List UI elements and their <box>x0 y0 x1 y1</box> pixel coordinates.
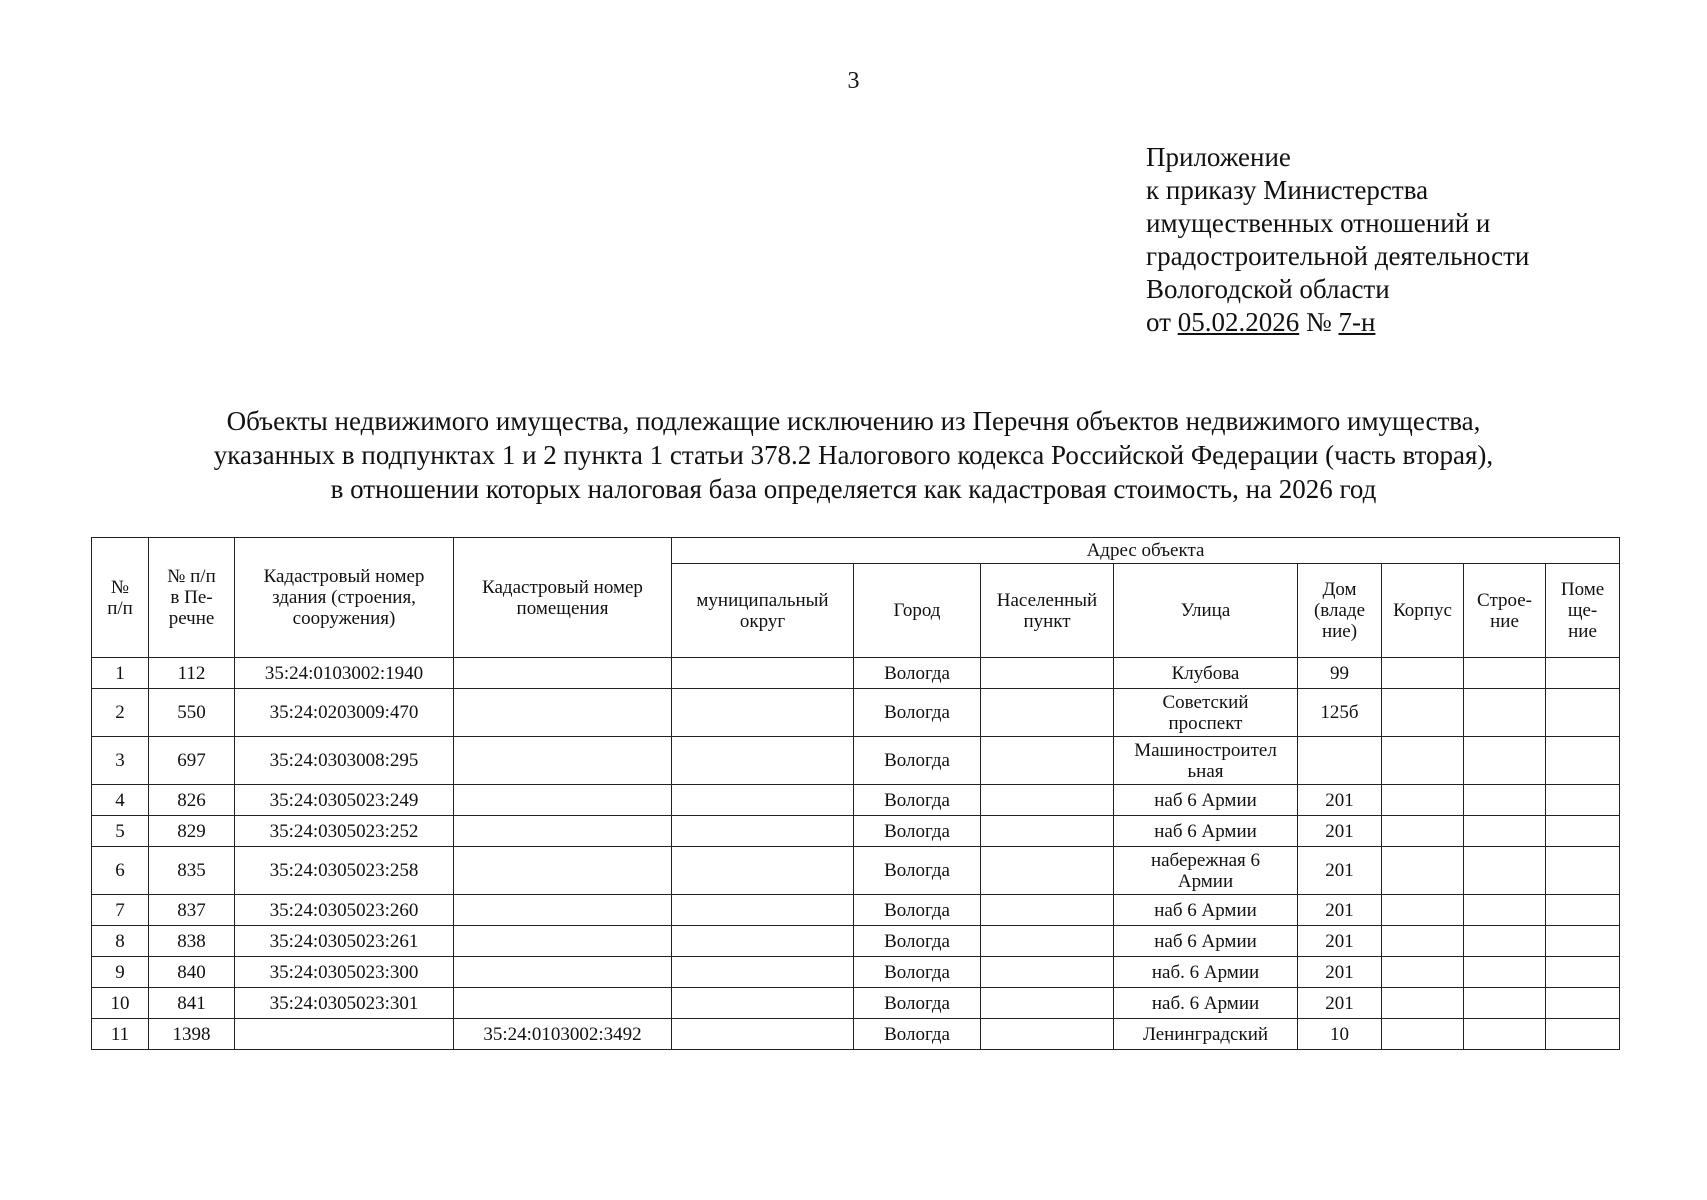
cell-district <box>672 957 854 988</box>
cell-street: наб 6 Армии <box>1114 926 1298 957</box>
cell-house <box>1298 737 1382 785</box>
cell-num: 1 <box>92 658 149 689</box>
table-row <box>92 988 1620 1019</box>
cell-house: 201 <box>1298 988 1382 1019</box>
cell-settlement <box>981 658 1114 689</box>
cell-room-cad <box>454 957 672 988</box>
cell-room-cad <box>454 988 672 1019</box>
cell-settlement <box>981 957 1114 988</box>
cell-list-num: 826 <box>149 785 235 816</box>
cell-korpus <box>1382 737 1464 785</box>
cell-list-num: 112 <box>149 658 235 689</box>
property-table <box>91 537 1620 1050</box>
cell-num: 3 <box>92 737 149 785</box>
cell-korpus <box>1382 926 1464 957</box>
cell-district <box>672 785 854 816</box>
order-date: 05.02.2026 <box>1177 307 1300 337</box>
order-number: 7-н <box>1338 307 1376 337</box>
table-row <box>92 785 1620 816</box>
cell-room <box>1546 785 1620 816</box>
cell-settlement <box>981 847 1114 895</box>
cell-house: 201 <box>1298 816 1382 847</box>
header-district: муниципальный округ <box>672 564 854 658</box>
cell-num: 5 <box>92 816 149 847</box>
cell-building-cad: 35:24:0305023:252 <box>235 816 454 847</box>
cell-list-num: 841 <box>149 988 235 1019</box>
cell-korpus <box>1382 689 1464 737</box>
table-row <box>92 658 1620 689</box>
cell-building <box>1464 737 1546 785</box>
appendix-line: имущественных отношений и <box>1146 208 1491 238</box>
cell-room <box>1546 895 1620 926</box>
cell-district <box>672 926 854 957</box>
cell-list-num: 840 <box>149 957 235 988</box>
header-room: Поме ще- ние <box>1546 564 1620 658</box>
cell-korpus <box>1382 847 1464 895</box>
cell-district <box>672 816 854 847</box>
cell-house: 99 <box>1298 658 1382 689</box>
cell-building <box>1464 689 1546 737</box>
table-row <box>92 737 1620 785</box>
header-num: № п/п <box>92 538 149 658</box>
cell-settlement <box>981 926 1114 957</box>
cell-building-cad: 35:24:0203009:470 <box>235 689 454 737</box>
header-house: Дом (владе ние) <box>1298 564 1382 658</box>
cell-korpus <box>1382 1019 1464 1050</box>
appendix-line: Приложение <box>1146 142 1291 172</box>
cell-city: Вологда <box>854 847 981 895</box>
cell-room <box>1546 1019 1620 1050</box>
cell-street: наб. 6 Армии <box>1114 957 1298 988</box>
cell-street: наб 6 Армии <box>1114 895 1298 926</box>
order-prefix: от <box>1146 307 1171 337</box>
appendix-line: к приказу Министерства <box>1146 175 1429 205</box>
cell-building <box>1464 1019 1546 1050</box>
cell-street: наб. 6 Армии <box>1114 988 1298 1019</box>
appendix-block <box>1146 141 1529 339</box>
cell-district <box>672 895 854 926</box>
cell-num: 2 <box>92 689 149 737</box>
cell-room <box>1546 689 1620 737</box>
cell-list-num: 838 <box>149 926 235 957</box>
header-korpus: Корпус <box>1382 564 1464 658</box>
cell-korpus <box>1382 988 1464 1019</box>
cell-room-cad <box>454 926 672 957</box>
cell-city: Вологда <box>854 1019 981 1050</box>
title-line: в отношении которых налоговая база определяется как кадастровая стоимость, на 2026 год <box>330 474 1377 504</box>
cell-city: Вологда <box>854 689 981 737</box>
cell-building-cad: 35:24:0305023:261 <box>235 926 454 957</box>
cell-room-cad <box>454 658 672 689</box>
cell-room-cad <box>454 895 672 926</box>
header-building: Строе- ние <box>1464 564 1546 658</box>
cell-building <box>1464 895 1546 926</box>
cell-building <box>1464 926 1546 957</box>
cell-settlement <box>981 988 1114 1019</box>
cell-building-cad: 35:24:0305023:249 <box>235 785 454 816</box>
cell-building-cad: 35:24:0103002:1940 <box>235 658 454 689</box>
header-city: Город <box>854 564 981 658</box>
cell-city: Вологда <box>854 895 981 926</box>
cell-num: 4 <box>92 785 149 816</box>
table-row <box>92 926 1620 957</box>
cell-building <box>1464 988 1546 1019</box>
cell-list-num: 837 <box>149 895 235 926</box>
cell-district <box>672 737 854 785</box>
table-row <box>92 1019 1620 1050</box>
table-row <box>92 816 1620 847</box>
appendix-line: градостроительной деятельности <box>1146 241 1530 271</box>
cell-list-num: 697 <box>149 737 235 785</box>
cell-room-cad <box>454 785 672 816</box>
cell-building-cad: 35:24:0305023:258 <box>235 847 454 895</box>
page-number: 3 <box>847 68 860 94</box>
cell-list-num: 1398 <box>149 1019 235 1050</box>
cell-num: 9 <box>92 957 149 988</box>
cell-city: Вологда <box>854 785 981 816</box>
cell-city: Вологда <box>854 988 981 1019</box>
cell-room-cad <box>454 847 672 895</box>
cell-street: Клубова <box>1114 658 1298 689</box>
cell-list-num: 829 <box>149 816 235 847</box>
cell-korpus <box>1382 816 1464 847</box>
header-building-cadastral: Кадастровый номер здания (строения, сооружения) <box>235 538 454 658</box>
cell-building <box>1464 957 1546 988</box>
cell-house: 125б <box>1298 689 1382 737</box>
cell-settlement <box>981 895 1114 926</box>
cell-korpus <box>1382 658 1464 689</box>
cell-num: 6 <box>92 847 149 895</box>
cell-room-cad: 35:24:0103002:3492 <box>454 1019 672 1050</box>
table-row <box>92 847 1620 895</box>
cell-city: Вологда <box>854 957 981 988</box>
cell-district <box>672 847 854 895</box>
cell-settlement <box>981 689 1114 737</box>
cell-list-num: 835 <box>149 847 235 895</box>
cell-street: набережная 6 Армии <box>1114 847 1298 895</box>
cell-district <box>672 689 854 737</box>
header-room-cadastral: Кадастровый номер помещения <box>454 538 672 658</box>
cell-room-cad <box>454 737 672 785</box>
cell-building <box>1464 658 1546 689</box>
cell-street: Ленинградский <box>1114 1019 1298 1050</box>
cell-room-cad <box>454 689 672 737</box>
order-number-sign: № <box>1305 307 1332 337</box>
cell-building-cad <box>235 1019 454 1050</box>
cell-list-num: 550 <box>149 689 235 737</box>
cell-building <box>1464 847 1546 895</box>
cell-room <box>1546 658 1620 689</box>
header-street: Улица <box>1114 564 1298 658</box>
title-line: Объекты недвижимого имущества, подлежащие исключению из Перечня объектов недвижимого имущества, <box>226 406 1481 436</box>
cell-city: Вологда <box>854 658 981 689</box>
title-line: указанных в подпунктах 1 и 2 пункта 1 статьи 378.2 Налогового кодекса Российской Федерации (часть вторая), <box>213 440 1494 470</box>
cell-street: наб 6 Армии <box>1114 785 1298 816</box>
order-line <box>1146 306 1529 339</box>
cell-num: 7 <box>92 895 149 926</box>
cell-settlement <box>981 816 1114 847</box>
header-list-num: № п/п в Пе- речне <box>149 538 235 658</box>
cell-building-cad: 35:24:0305023:260 <box>235 895 454 926</box>
cell-house: 201 <box>1298 957 1382 988</box>
cell-building-cad: 35:24:0305023:301 <box>235 988 454 1019</box>
cell-house: 201 <box>1298 847 1382 895</box>
cell-room <box>1546 816 1620 847</box>
cell-house: 10 <box>1298 1019 1382 1050</box>
cell-korpus <box>1382 957 1464 988</box>
cell-house: 201 <box>1298 926 1382 957</box>
cell-building-cad: 35:24:0305023:300 <box>235 957 454 988</box>
cell-house: 201 <box>1298 895 1382 926</box>
cell-street: наб 6 Армии <box>1114 816 1298 847</box>
cell-room <box>1546 988 1620 1019</box>
header-address-group: Адрес объекта <box>672 538 1620 564</box>
cell-district <box>672 658 854 689</box>
cell-korpus <box>1382 785 1464 816</box>
cell-district <box>672 988 854 1019</box>
cell-num: 11 <box>92 1019 149 1050</box>
cell-room <box>1546 847 1620 895</box>
cell-korpus <box>1382 895 1464 926</box>
cell-street: Советский проспект <box>1114 689 1298 737</box>
document-title <box>0 404 1707 506</box>
cell-city: Вологда <box>854 737 981 785</box>
cell-city: Вологда <box>854 926 981 957</box>
cell-num: 10 <box>92 988 149 1019</box>
table-row <box>92 895 1620 926</box>
cell-building-cad: 35:24:0303008:295 <box>235 737 454 785</box>
appendix-line: Вологодской области <box>1146 274 1390 304</box>
table-row <box>92 957 1620 988</box>
cell-settlement <box>981 785 1114 816</box>
cell-building <box>1464 785 1546 816</box>
header-settlement: Населенный пункт <box>981 564 1114 658</box>
cell-room <box>1546 737 1620 785</box>
cell-house: 201 <box>1298 785 1382 816</box>
cell-num: 8 <box>92 926 149 957</box>
table-row <box>92 689 1620 737</box>
cell-street: Машиностроител ьная <box>1114 737 1298 785</box>
cell-room <box>1546 926 1620 957</box>
cell-room-cad <box>454 816 672 847</box>
cell-building <box>1464 816 1546 847</box>
cell-city: Вологда <box>854 816 981 847</box>
cell-settlement <box>981 737 1114 785</box>
table-body <box>92 658 1620 1050</box>
cell-room <box>1546 957 1620 988</box>
cell-settlement <box>981 1019 1114 1050</box>
cell-district <box>672 1019 854 1050</box>
